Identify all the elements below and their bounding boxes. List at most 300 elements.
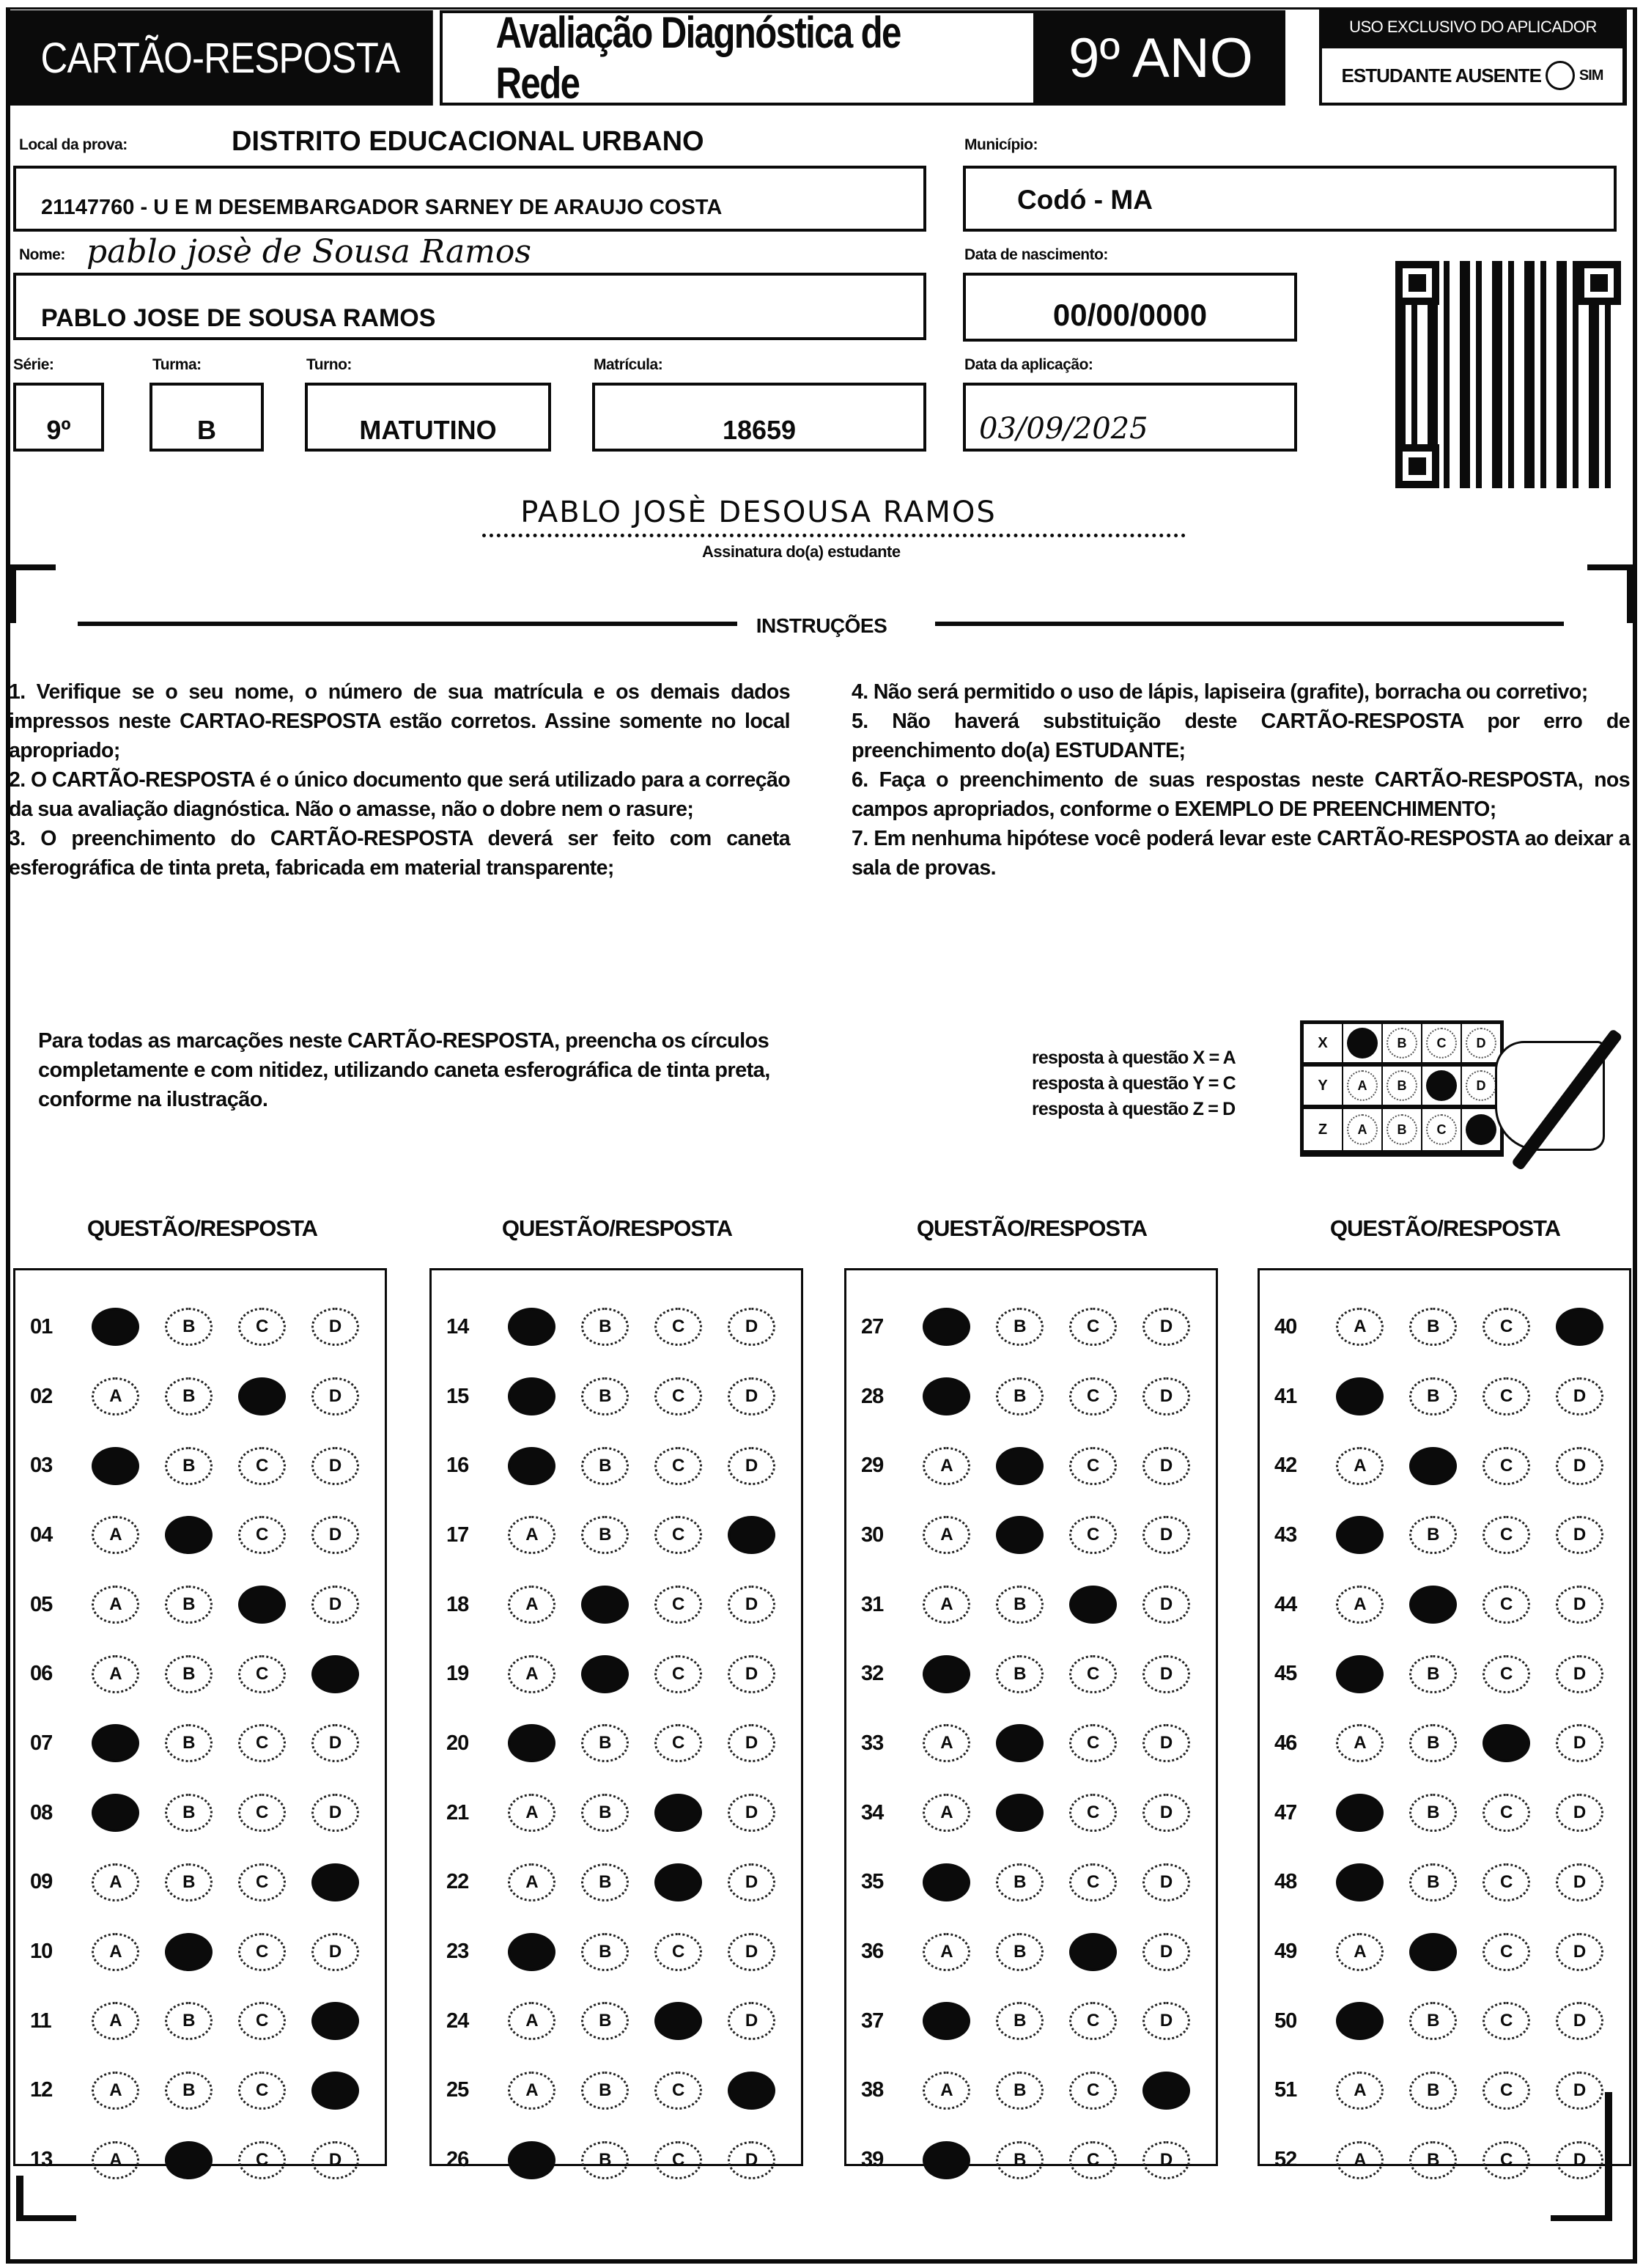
municipio-value: Codó - MA [1017, 185, 1153, 215]
question-number: 50 [1274, 2009, 1297, 2033]
answer-bubble-c[interactable]: C [654, 1586, 702, 1624]
answer-bubble-c[interactable]: C [654, 1308, 702, 1346]
applicator-box [1319, 7, 1627, 106]
aplicacao-value: 03/09/2025 [979, 412, 1148, 446]
answer-bubble-c[interactable]: C [1483, 1447, 1530, 1485]
answer-bubble-c[interactable]: C [1483, 2072, 1530, 2110]
corner-mark [1551, 2215, 1612, 2221]
answer-bubble-d[interactable]: D [311, 1447, 359, 1485]
answer-bubble-a[interactable] [923, 1655, 970, 1693]
answer-bubble-b[interactable]: B [996, 1586, 1044, 1624]
answer-bubble-c[interactable]: C [1483, 1308, 1530, 1346]
answer-bubble-c[interactable]: C [1483, 1655, 1530, 1693]
answer-bubble-d[interactable]: D [1556, 2002, 1603, 2040]
answer-bubble-b[interactable]: B [581, 1724, 629, 1762]
answer-bubble-a[interactable] [1336, 1655, 1384, 1693]
grade-badge: 9º ANO [1036, 10, 1285, 106]
answer-bubble-a[interactable]: A [923, 1794, 970, 1832]
question-number: 08 [30, 1800, 53, 1825]
answer-bubble-d[interactable]: D [1556, 2141, 1603, 2179]
answer-bubble-b[interactable] [581, 1586, 629, 1624]
question-number: 24 [446, 2009, 469, 2033]
question-number: 30 [861, 1523, 884, 1547]
instruction-item: 2. O CARTÃO-RESPOSTA é o único documento que será utilizado para a correção da sua avaliação diagnóstica. Não o amasse, não o dobre nem o rasure; [9, 768, 790, 821]
answer-bubble-d[interactable]: D [311, 1794, 359, 1832]
example-cell [1343, 1023, 1382, 1066]
answer-bubble-c[interactable]: C [238, 1516, 286, 1554]
answer-bubble-a[interactable]: A [1336, 2072, 1384, 2110]
answer-bubble-d[interactable]: D [728, 1447, 775, 1485]
answer-bubble-d[interactable]: D [1142, 1586, 1190, 1624]
answer-bubble-c[interactable]: C [238, 1863, 286, 1901]
answer-bubble-d[interactable]: D [311, 1586, 359, 1624]
answer-bubble-c[interactable]: C [1483, 1863, 1530, 1901]
answer-bubble-d[interactable]: D [728, 2141, 775, 2179]
answer-bubble-c[interactable]: C [1069, 2141, 1117, 2179]
answer-bubble-a[interactable] [1336, 1516, 1384, 1554]
answer-bubble-b[interactable] [165, 1516, 213, 1554]
answer-bubble-a[interactable]: A [92, 1377, 139, 1415]
answer-bubble-b[interactable] [165, 2141, 213, 2179]
answer-bubble-c[interactable]: C [1483, 1516, 1530, 1554]
answer-bubble-c[interactable]: C [238, 2141, 286, 2179]
answer-bubble-a[interactable]: A [508, 1516, 555, 1554]
question-number: 51 [1274, 2078, 1297, 2102]
answer-bubble-a[interactable]: A [92, 2002, 139, 2040]
answer-bubble-c[interactable]: C [654, 1933, 702, 1971]
example-bubble [1347, 1028, 1378, 1058]
question-row [432, 1292, 801, 1362]
answer-bubble-a[interactable]: A [923, 1933, 970, 1971]
answer-bubble-b[interactable]: B [1409, 2002, 1457, 2040]
answer-bubble-b[interactable]: B [996, 2002, 1044, 2040]
answer-bubble-d[interactable]: D [1142, 1933, 1190, 1971]
answer-bubble-b[interactable]: B [1409, 1863, 1457, 1901]
answer-bubble-d[interactable] [728, 2072, 775, 2110]
answer-bubble-b[interactable]: B [581, 1933, 629, 1971]
answer-bubble-c[interactable]: C [1069, 1794, 1117, 1832]
example-bubble: B [1387, 1028, 1417, 1058]
answer-bubble-a[interactable]: A [923, 1586, 970, 1624]
question-row [846, 2125, 1216, 2195]
answer-bubble-a[interactable] [508, 2141, 555, 2179]
answer-bubble-c[interactable]: C [1069, 1863, 1117, 1901]
question-number: 10 [30, 1940, 53, 1964]
answer-bubble-c[interactable]: C [1069, 2002, 1117, 2040]
answer-bubble-b[interactable] [1409, 1447, 1457, 1485]
question-number: 13 [30, 2148, 53, 2172]
answer-bubble-b[interactable]: B [165, 2002, 213, 2040]
answer-bubble-d[interactable]: D [728, 1933, 775, 1971]
signature-label: Assinatura do(a) estudante [702, 542, 901, 561]
answer-bubble-c[interactable] [654, 1794, 702, 1832]
answer-bubble-c[interactable]: C [1483, 2141, 1530, 2179]
answer-bubble-c[interactable]: C [1069, 1377, 1117, 1415]
question-row [846, 1292, 1216, 1362]
question-number: 23 [446, 1940, 469, 1964]
turno-value: MATUTINO [359, 415, 497, 445]
answer-bubble-d[interactable]: D [1556, 1794, 1603, 1832]
answer-bubble-a[interactable]: A [508, 1655, 555, 1693]
signature-line[interactable] [482, 534, 1186, 537]
answer-bubble-c[interactable]: C [238, 1724, 286, 1762]
instruction-item: 6. Faça o preenchimento de suas respostas neste CARTÃO-RESPOSTA, nos campos apropriados, conforme o EXEMPLO DE PREENCHIMENTO; [852, 768, 1630, 821]
answer-bubble-d[interactable]: D [1142, 1516, 1190, 1554]
answer-bubble-a[interactable]: A [1336, 1447, 1384, 1485]
answer-bubble-b[interactable]: B [1409, 2141, 1457, 2179]
block-title: QUESTÃO/RESPOSTA [916, 1215, 1148, 1241]
answer-bubble-b[interactable]: B [581, 1308, 629, 1346]
question-number: 17 [446, 1523, 469, 1547]
question-row [1260, 1987, 1629, 2056]
answer-bubble-b[interactable]: B [581, 2002, 629, 2040]
answer-bubble-c[interactable]: C [1483, 1933, 1530, 1971]
answer-bubble-b[interactable] [1409, 1586, 1457, 1624]
example-legend [1032, 1045, 1236, 1122]
answer-bubble-a[interactable] [508, 1308, 555, 1346]
answer-bubble-b[interactable]: B [165, 2072, 213, 2110]
question-number: 28 [861, 1384, 884, 1408]
answer-bubble-b[interactable]: B [165, 1377, 213, 1415]
answer-bubble-d[interactable] [311, 2002, 359, 2040]
answer-bubble-b[interactable]: B [996, 1377, 1044, 1415]
answer-bubble-b[interactable]: B [1409, 2072, 1457, 2110]
answer-bubble-a[interactable] [923, 2141, 970, 2179]
answer-bubble-c[interactable]: C [238, 1794, 286, 1832]
answer-bubble-b[interactable]: B [1409, 1377, 1457, 1415]
example-bubble [1466, 1114, 1496, 1145]
answer-bubble-a[interactable]: A [1336, 1586, 1384, 1624]
question-number: 06 [30, 1662, 53, 1686]
question-number: 39 [861, 2148, 884, 2172]
answer-bubble-a[interactable] [508, 1447, 555, 1485]
answer-bubble-a[interactable]: A [923, 1724, 970, 1762]
answer-bubble-d[interactable] [1556, 1308, 1603, 1346]
answer-bubble-c[interactable]: C [654, 2141, 702, 2179]
answer-bubble-c[interactable]: C [654, 1516, 702, 1554]
answer-bubble-c[interactable]: C [654, 1377, 702, 1415]
answer-bubble-a[interactable]: A [1336, 1724, 1384, 1762]
answer-bubble-b[interactable] [996, 1794, 1044, 1832]
answer-bubble-d[interactable]: D [1556, 2072, 1603, 2110]
fill-note: Para todas as marcações neste CARTÃO-RESPOSTA, preencha os círculos completamente e com nitidez, utilizando caneta esferográfica de tinta preta, conforme na ilustração. [38, 1029, 770, 1111]
answer-bubble-d[interactable]: D [1142, 1794, 1190, 1832]
answer-bubble-b[interactable]: B [165, 1863, 213, 1901]
corner-mark [10, 564, 56, 570]
answer-bubble-c[interactable]: C [1069, 1724, 1117, 1762]
question-number: 22 [446, 1870, 469, 1894]
answer-bubble-a[interactable]: A [92, 1655, 139, 1693]
answer-bubble-c[interactable]: C [1069, 1308, 1117, 1346]
answer-bubble-b[interactable]: B [1409, 1794, 1457, 1832]
answer-bubble-d[interactable]: D [1556, 1377, 1603, 1415]
answer-bubble-d[interactable]: D [1142, 1447, 1190, 1485]
instruction-item: 4. Não será permitido o uso de lápis, lapiseira (grafite), borracha ou corretivo; [852, 680, 1588, 704]
question-row [846, 1501, 1216, 1570]
answer-bubble-b[interactable]: B [1409, 1724, 1457, 1762]
qr-finder-icon [1577, 261, 1621, 305]
matricula-value: 18659 [722, 415, 797, 445]
answer-bubble-d[interactable]: D [311, 1933, 359, 1971]
answer-bubble-c[interactable]: C [238, 1308, 286, 1346]
answer-bubble-a[interactable]: A [508, 1863, 555, 1901]
answer-bubble-c[interactable]: C [1483, 2002, 1530, 2040]
question-row [15, 1848, 385, 1918]
answer-bubble-c[interactable] [238, 1586, 286, 1624]
question-number: 46 [1274, 1731, 1297, 1755]
answer-bubble-c[interactable] [1069, 1933, 1117, 1971]
example-cell [1461, 1023, 1501, 1066]
answer-bubble-d[interactable]: D [1556, 1447, 1603, 1485]
answer-bubble-d[interactable]: D [1556, 1724, 1603, 1762]
answer-bubble-b[interactable]: B [165, 1655, 213, 1693]
answer-bubble-a[interactable] [923, 1308, 970, 1346]
answer-bubble-a[interactable]: A [92, 1933, 139, 1971]
answer-bubble-b[interactable]: B [996, 2072, 1044, 2110]
answer-bubble-a[interactable]: A [92, 1586, 139, 1624]
example-row-label: Y [1303, 1066, 1343, 1108]
answer-bubble-b[interactable]: B [996, 1863, 1044, 1901]
answer-bubble-b[interactable]: B [1409, 1655, 1457, 1693]
block-title: QUESTÃO/RESPOSTA [501, 1215, 733, 1241]
answer-bubble-b[interactable]: B [581, 1863, 629, 1901]
example-row-label: Z [1303, 1108, 1343, 1151]
answer-bubble-a[interactable]: A [1336, 1933, 1384, 1971]
answer-bubble-d[interactable]: D [1142, 1308, 1190, 1346]
answer-bubble-d[interactable] [1142, 2072, 1190, 2110]
question-row [432, 2125, 801, 2195]
answer-bubble-d[interactable]: D [1142, 2002, 1190, 2040]
question-number: 52 [1274, 2148, 1297, 2172]
answer-bubble-c[interactable]: C [654, 2072, 702, 2110]
answer-bubble-d[interactable]: D [728, 1863, 775, 1901]
answer-bubble-a[interactable]: A [508, 2002, 555, 2040]
answer-bubble-a[interactable] [1336, 1794, 1384, 1832]
turma-field [149, 383, 264, 452]
answer-bubble-d[interactable] [728, 1516, 775, 1554]
answer-bubble-b[interactable]: B [165, 1586, 213, 1624]
answer-bubble-a[interactable] [92, 1308, 139, 1346]
answer-bubble-b[interactable]: B [1409, 1516, 1457, 1554]
question-row [846, 1709, 1216, 1778]
question-number: 01 [30, 1314, 53, 1339]
answer-bubble-b[interactable]: B [581, 1377, 629, 1415]
answer-bubble-a[interactable]: A [508, 1586, 555, 1624]
absent-bubble[interactable] [1546, 61, 1575, 90]
answer-bubble-c[interactable]: C [1069, 1655, 1117, 1693]
answer-bubble-a[interactable] [923, 2002, 970, 2040]
answer-bubble-d[interactable]: D [1556, 1516, 1603, 1554]
question-row [432, 1709, 801, 1778]
answer-bubble-a[interactable]: A [923, 1447, 970, 1485]
answer-bubble-c[interactable] [1483, 1724, 1530, 1762]
answer-bubble-c[interactable] [654, 1863, 702, 1901]
answer-bubble-a[interactable] [92, 1447, 139, 1485]
answer-bubble-b[interactable] [996, 1724, 1044, 1762]
answer-bubble-a[interactable]: A [923, 1516, 970, 1554]
example-cell [1422, 1066, 1461, 1108]
answer-bubble-d[interactable] [311, 1863, 359, 1901]
answer-bubble-b[interactable]: B [996, 1308, 1044, 1346]
question-number: 03 [30, 1454, 53, 1478]
answer-bubble-b[interactable]: B [581, 1794, 629, 1832]
exam-title [440, 10, 1036, 106]
answer-bubble-c[interactable] [1069, 1586, 1117, 1624]
answer-bubble-d[interactable]: D [1142, 1724, 1190, 1762]
answer-bubble-b[interactable]: B [1409, 1308, 1457, 1346]
answer-bubble-c[interactable]: C [238, 1655, 286, 1693]
answer-bubble-c[interactable]: C [1069, 1447, 1117, 1485]
corner-mark [1587, 564, 1633, 570]
example-cell [1343, 1066, 1382, 1108]
question-row [15, 1778, 385, 1848]
answer-bubble-a[interactable] [1336, 1863, 1384, 1901]
local-label: Local da prova: [19, 136, 128, 153]
answer-bubble-c[interactable]: C [1069, 2072, 1117, 2110]
answer-bubble-b[interactable]: B [165, 1794, 213, 1832]
answer-bubble-c[interactable] [654, 2002, 702, 2040]
answer-bubble-c[interactable]: C [1069, 1516, 1117, 1554]
question-row [846, 1639, 1216, 1709]
answer-bubble-b[interactable]: B [165, 1308, 213, 1346]
example-cell [1382, 1108, 1422, 1151]
answer-bubble-d[interactable]: D [1556, 1933, 1603, 1971]
answer-bubble-d[interactable]: D [1142, 2141, 1190, 2179]
nome-field [13, 273, 926, 340]
answer-bubble-c[interactable]: C [1483, 1377, 1530, 1415]
answer-bubble-a[interactable]: A [92, 1516, 139, 1554]
answer-bubble-d[interactable]: D [1142, 1655, 1190, 1693]
answer-bubble-a[interactable] [923, 1863, 970, 1901]
answer-block-1 [13, 1268, 387, 2172]
answer-bubble-c[interactable]: C [1483, 1586, 1530, 1624]
answer-bubble-a[interactable] [508, 1377, 555, 1415]
example-cell [1343, 1108, 1382, 1151]
answer-bubble-d[interactable]: D [728, 1794, 775, 1832]
divider [935, 622, 1564, 626]
answer-bubble-c[interactable]: C [238, 1933, 286, 1971]
answer-bubble-c[interactable]: C [1483, 1794, 1530, 1832]
answer-bubble-a[interactable] [923, 1377, 970, 1415]
answer-bubble-a[interactable]: A [508, 2072, 555, 2110]
answer-bubble-b[interactable]: B [581, 1447, 629, 1485]
answer-bubble-d[interactable]: D [728, 2002, 775, 2040]
answer-bubble-a[interactable]: A [1336, 2141, 1384, 2179]
answer-bubble-d[interactable]: D [1142, 1863, 1190, 1901]
qr-finder-icon [1395, 444, 1439, 488]
answer-bubble-d[interactable]: D [1556, 1586, 1603, 1624]
answer-bubble-c[interactable]: C [238, 1447, 286, 1485]
answer-bubble-c[interactable]: C [238, 2002, 286, 2040]
answer-bubble-d[interactable]: D [728, 1308, 775, 1346]
answer-bubble-a[interactable]: A [508, 1794, 555, 1832]
answer-bubble-d[interactable]: D [311, 1308, 359, 1346]
nome-value: PABLO JOSE DE SOUSA RAMOS [41, 304, 436, 332]
answer-bubble-d[interactable]: D [1142, 1377, 1190, 1415]
answer-bubble-d[interactable] [311, 1655, 359, 1693]
question-number: 42 [1274, 1454, 1297, 1478]
answer-bubble-c[interactable]: C [654, 1655, 702, 1693]
answer-bubble-c[interactable]: C [654, 1724, 702, 1762]
answer-bubble-a[interactable] [92, 1794, 139, 1832]
answer-bubble-a[interactable] [508, 1724, 555, 1762]
question-number: 48 [1274, 1870, 1297, 1894]
answer-bubble-b[interactable]: B [996, 1655, 1044, 1693]
example-cell [1461, 1108, 1501, 1151]
question-row [1260, 1431, 1629, 1501]
answer-bubble-c[interactable]: C [238, 2072, 286, 2110]
question-row [846, 2056, 1216, 2126]
answer-bubble-d[interactable]: D [728, 1377, 775, 1415]
answer-bubble-d[interactable]: D [1556, 1863, 1603, 1901]
answer-bubble-b[interactable] [581, 1655, 629, 1693]
answer-bubble-a[interactable]: A [92, 2141, 139, 2179]
example-bubble: A [1347, 1070, 1378, 1101]
example-row-label: X [1303, 1023, 1343, 1066]
question-row [1260, 1848, 1629, 1918]
answer-bubble-d[interactable]: D [728, 1724, 775, 1762]
answer-bubble-b[interactable] [1409, 1933, 1457, 1971]
example-bubble: A [1347, 1114, 1378, 1145]
answer-bubble-d[interactable]: D [311, 1516, 359, 1554]
question-number: 18 [446, 1592, 469, 1616]
answer-bubble-b[interactable] [165, 1933, 213, 1971]
answer-bubble-d[interactable]: D [728, 1655, 775, 1693]
answer-bubble-c[interactable] [238, 1377, 286, 1415]
answer-bubble-b[interactable]: B [581, 2072, 629, 2110]
answer-bubble-a[interactable]: A [92, 1863, 139, 1901]
answer-bubble-a[interactable] [1336, 1377, 1384, 1415]
example-grid [1300, 1020, 1504, 1157]
question-row [15, 1501, 385, 1570]
answer-bubble-d[interactable]: D [728, 1586, 775, 1624]
answer-bubble-d[interactable]: D [1556, 1655, 1603, 1693]
answer-bubble-b[interactable]: B [165, 1447, 213, 1485]
answer-bubble-b[interactable] [996, 1516, 1044, 1554]
answer-bubble-a[interactable]: A [1336, 1308, 1384, 1346]
answer-bubble-a[interactable]: A [923, 2072, 970, 2110]
answer-bubble-d[interactable]: D [311, 1377, 359, 1415]
nome-handwritten: pablo josè de Sousa Ramos [86, 233, 531, 270]
question-number: 25 [446, 2078, 469, 2102]
answer-bubble-b[interactable]: B [996, 2141, 1044, 2179]
question-number: 05 [30, 1592, 53, 1616]
question-row [1260, 1501, 1629, 1570]
answer-bubble-b[interactable]: B [165, 1724, 213, 1762]
question-number: 21 [446, 1800, 469, 1825]
qr-code [1395, 261, 1621, 488]
answer-bubble-d[interactable]: D [311, 2141, 359, 2179]
answer-bubble-c[interactable]: C [654, 1447, 702, 1485]
answer-bubble-b[interactable]: B [996, 1933, 1044, 1971]
instructions-left [9, 677, 790, 883]
answer-bubble-b[interactable]: B [581, 1516, 629, 1554]
question-row [432, 1848, 801, 1918]
answer-bubble-a[interactable] [92, 1724, 139, 1762]
answer-bubble-d[interactable]: D [311, 1724, 359, 1762]
answer-bubble-b[interactable]: B [581, 2141, 629, 2179]
example-bubble: D [1466, 1028, 1496, 1058]
example-legend-item: resposta à questão X = A [1032, 1048, 1236, 1068]
municipio-field [963, 166, 1617, 232]
answer-bubble-d[interactable] [311, 2072, 359, 2110]
school-field [13, 166, 926, 232]
question-row [432, 1501, 801, 1570]
answer-bubble-a[interactable] [508, 1933, 555, 1971]
answer-bubble-a[interactable]: A [92, 2072, 139, 2110]
answer-bubble-a[interactable] [1336, 2002, 1384, 2040]
answer-bubble-b[interactable] [996, 1447, 1044, 1485]
